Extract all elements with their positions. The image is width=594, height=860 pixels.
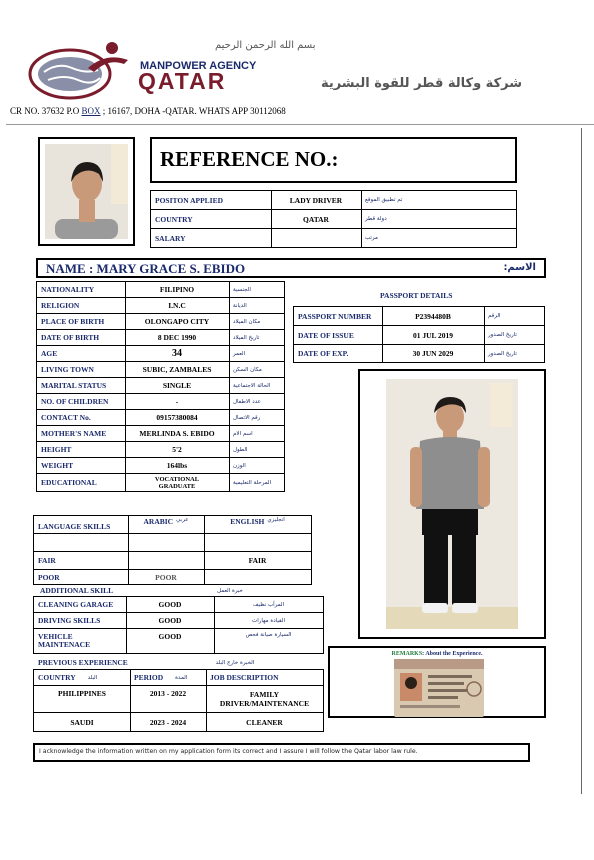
reference-value: QATAR: [303, 214, 329, 224]
full-body-photo-frame: [358, 369, 546, 639]
skill-arabic: السيارة صيانة فحص: [245, 632, 292, 638]
reference-label: SALARY: [155, 233, 186, 243]
skill-value: GOOD: [158, 600, 182, 609]
personal-value: FILIPINO: [159, 285, 195, 294]
experience-period: 2013 - 2022: [149, 689, 187, 698]
table-row: [34, 686, 323, 713]
reference-value: LADY DRIVER: [289, 195, 343, 205]
cr-line: CR NO. 37632 P.O BOX ; 16167, DOHA -QATAR. WHATS APP 30112068: [10, 106, 286, 116]
reference-arabic: دولة قطر: [365, 216, 387, 222]
table-row: [37, 426, 284, 442]
previous-experience-title-arabic: الخبرة خارج البلد: [215, 660, 255, 666]
personal-arabic: العمر: [233, 350, 246, 357]
personal-label: NATIONALITY: [41, 285, 95, 294]
personal-value: VOCATIONAL GRADUATE: [154, 475, 200, 490]
experience-country-header: COUNTRY البلد: [38, 673, 98, 682]
table-row: [37, 442, 284, 458]
acknowledgement-bar: [33, 743, 530, 762]
table-row: [294, 326, 544, 345]
personal-arabic: الحالة الاجتماعية: [233, 382, 271, 389]
personal-value: MERLINDA S. EBIDO: [139, 429, 215, 438]
remarks-box: [328, 646, 546, 718]
reference-arabic: مرتب: [365, 235, 378, 241]
personal-arabic: الوزن: [233, 462, 246, 469]
table-row: [37, 458, 284, 474]
personal-value: SINGLE: [162, 381, 192, 390]
table-row: [294, 307, 544, 326]
personal-arabic: مكان الميلاد: [233, 318, 261, 325]
additional-skill-title-arabic: خبرة العمل: [217, 588, 243, 594]
table-row: [37, 330, 284, 346]
experience-period: 2023 - 2024: [149, 717, 187, 727]
remarks-text: : About the Experience.: [422, 651, 483, 657]
personal-value: 09157380084: [156, 413, 198, 422]
passport-title: PASSPORT DETAILS: [380, 291, 453, 300]
personal-label: CONTACT No.: [41, 413, 91, 422]
table-row: FAIR FAIR: [34, 552, 311, 570]
agency-logo: [28, 38, 136, 102]
personal-value: SUBIC, ZAMBALES: [142, 365, 212, 374]
personal-value: 8 DEC 1990: [157, 333, 197, 342]
table-row: [37, 362, 284, 378]
personal-arabic: الديانة: [233, 302, 247, 309]
name-arabic: الاسم:: [503, 262, 536, 273]
personal-label: DATE OF BIRTH: [41, 333, 100, 342]
personal-label: MOTHER'S NAME: [41, 429, 107, 438]
language-title: LANGUAGE SKILLS: [38, 522, 111, 531]
agency-name-big: QATAR: [138, 68, 227, 94]
personal-details-table: [36, 281, 285, 492]
language-skills-table: [33, 515, 312, 585]
experience-country: PHILIPPINES: [58, 689, 106, 698]
table-row: [37, 314, 284, 330]
language-arabic-header: ARABIC عربي: [143, 517, 189, 526]
header-rule: [6, 124, 594, 125]
language-english-header: ENGLISH انجليزي: [230, 517, 285, 526]
personal-arabic: الطول: [233, 446, 248, 453]
cr-box-link: BOX: [81, 106, 101, 116]
skill-label: DRIVING SKILLS: [38, 616, 101, 625]
experience-job: FAMILY DRIVER/MAINTENANCE: [219, 690, 310, 708]
table-row: [294, 345, 544, 362]
personal-value: I.N.C: [168, 301, 186, 310]
personal-value: 164lbs: [166, 461, 188, 470]
personal-label: HEIGHT: [41, 445, 72, 454]
table-row: [34, 516, 311, 534]
personal-value: 5'2: [172, 445, 182, 454]
page-right-rule: [581, 128, 582, 794]
table-row: [34, 629, 323, 653]
personal-arabic: المرحلة التعليمية: [233, 479, 272, 486]
reference-label: COUNTRY: [155, 214, 193, 224]
reference-table: [150, 190, 517, 248]
globe-logo-icon: [28, 38, 136, 102]
personal-arabic: عدد الاطفال: [233, 398, 261, 405]
skill-arabic: القيادة مهارات: [252, 617, 285, 624]
passport-label: DATE OF EXP.: [298, 349, 349, 358]
personal-value: OLONGAPO CITY: [144, 317, 210, 326]
table-row: [37, 378, 284, 394]
skill-label: CLEANING GARAGE: [38, 600, 114, 609]
personal-label: WEIGHT: [41, 461, 74, 470]
table-row: [34, 670, 323, 686]
passport-value: P2394480B: [415, 311, 451, 321]
personal-label: RELIGION: [41, 301, 80, 310]
profile-photo-frame: [38, 137, 135, 246]
personal-arabic: تاريخ الميلاد: [233, 334, 260, 341]
personal-label: PLACE OF BIRTH: [41, 317, 105, 326]
experience-table: [33, 669, 324, 732]
passport-value: 30 JUN 2029: [412, 349, 454, 358]
additional-skills-table: [33, 596, 324, 654]
personal-value: -: [175, 397, 179, 406]
table-row: [34, 613, 323, 629]
experience-country: SAUDI: [70, 717, 94, 727]
passport-label: DATE OF ISSUE: [298, 330, 354, 340]
reference-title-box: [150, 137, 517, 183]
table-row: [37, 394, 284, 410]
full-body-photo: [386, 379, 518, 629]
reference-arabic: تم تطبيق الموقع: [365, 197, 403, 203]
agency-name-small: MANPOWER AGENCY: [140, 60, 257, 72]
reference-value: [271, 229, 361, 247]
personal-arabic: الجنسية: [233, 286, 251, 293]
personal-label: NO. OF CHILDREN: [41, 397, 109, 406]
passport-table: [293, 306, 545, 363]
table-row: [37, 410, 284, 426]
passport-arabic: الرقم: [488, 313, 501, 319]
passport-arabic: تاريخ الصدور: [488, 350, 517, 357]
acknowledgement-text: I acknowledge the information written on my application form its correct and I assure I will follow the Qatar labor law rule.: [39, 748, 418, 755]
personal-arabic: رقم الاتصال: [233, 414, 261, 421]
personal-arabic: مكان السكن: [233, 366, 262, 373]
skill-value: GOOD: [158, 616, 182, 625]
table-row: [37, 474, 284, 491]
table-row: [34, 534, 311, 552]
agency-name-arabic: شركة وكالة قطر للقوة البشرية: [320, 76, 522, 91]
table-row: [151, 191, 516, 210]
personal-arabic: اسم الام: [233, 430, 253, 437]
table-row: [151, 210, 516, 229]
personal-value: 34: [172, 348, 182, 359]
personal-label: EDUCATIONAL: [41, 478, 97, 487]
passport-arabic: تاريخ الصدور: [488, 332, 517, 338]
remarks-heading: [330, 651, 544, 657]
previous-experience-title: PREVIOUS EXPERIENCE: [38, 658, 128, 667]
table-row: [37, 282, 284, 298]
passport-value: 01 JUL 2019: [412, 330, 453, 340]
profile-photo: [45, 144, 128, 239]
personal-label: MARITAL STATUS: [41, 381, 107, 390]
skill-arabic: المرآب نظيف: [252, 601, 285, 608]
id-card-image: [394, 659, 484, 717]
table-row: POOR POOR: [38, 572, 177, 582]
table-row: [37, 298, 284, 314]
additional-skill-title: ADDITIONAL SKILL: [40, 586, 114, 595]
experience-job-header: JOB DESCRIPTION: [210, 673, 279, 682]
table-row: [34, 713, 323, 731]
reference-label: POSITON APPLIED: [155, 195, 224, 205]
table-row: [37, 346, 284, 362]
experience-period-header: PERIOD المدة: [134, 673, 188, 682]
passport-label: PASSPORT NUMBER: [298, 311, 372, 321]
skill-value: GOOD: [158, 632, 182, 641]
personal-label: AGE: [41, 349, 58, 358]
table-row: [151, 229, 516, 247]
bismillah-text: بسم الله الرحمن الرحيم: [215, 40, 316, 51]
reference-title: REFERENCE NO.:: [160, 147, 339, 171]
name-bar: [36, 258, 546, 278]
skill-label: VEHICLE MAINTENACE: [38, 632, 91, 649]
personal-label: LIVING TOWN: [41, 365, 94, 374]
experience-job: CLEANER: [246, 717, 283, 727]
applicant-name: NAME : MARY GRACE S. EBIDO: [46, 261, 246, 276]
remarks-label: REMARKS: [391, 651, 423, 657]
table-row: [34, 597, 323, 613]
